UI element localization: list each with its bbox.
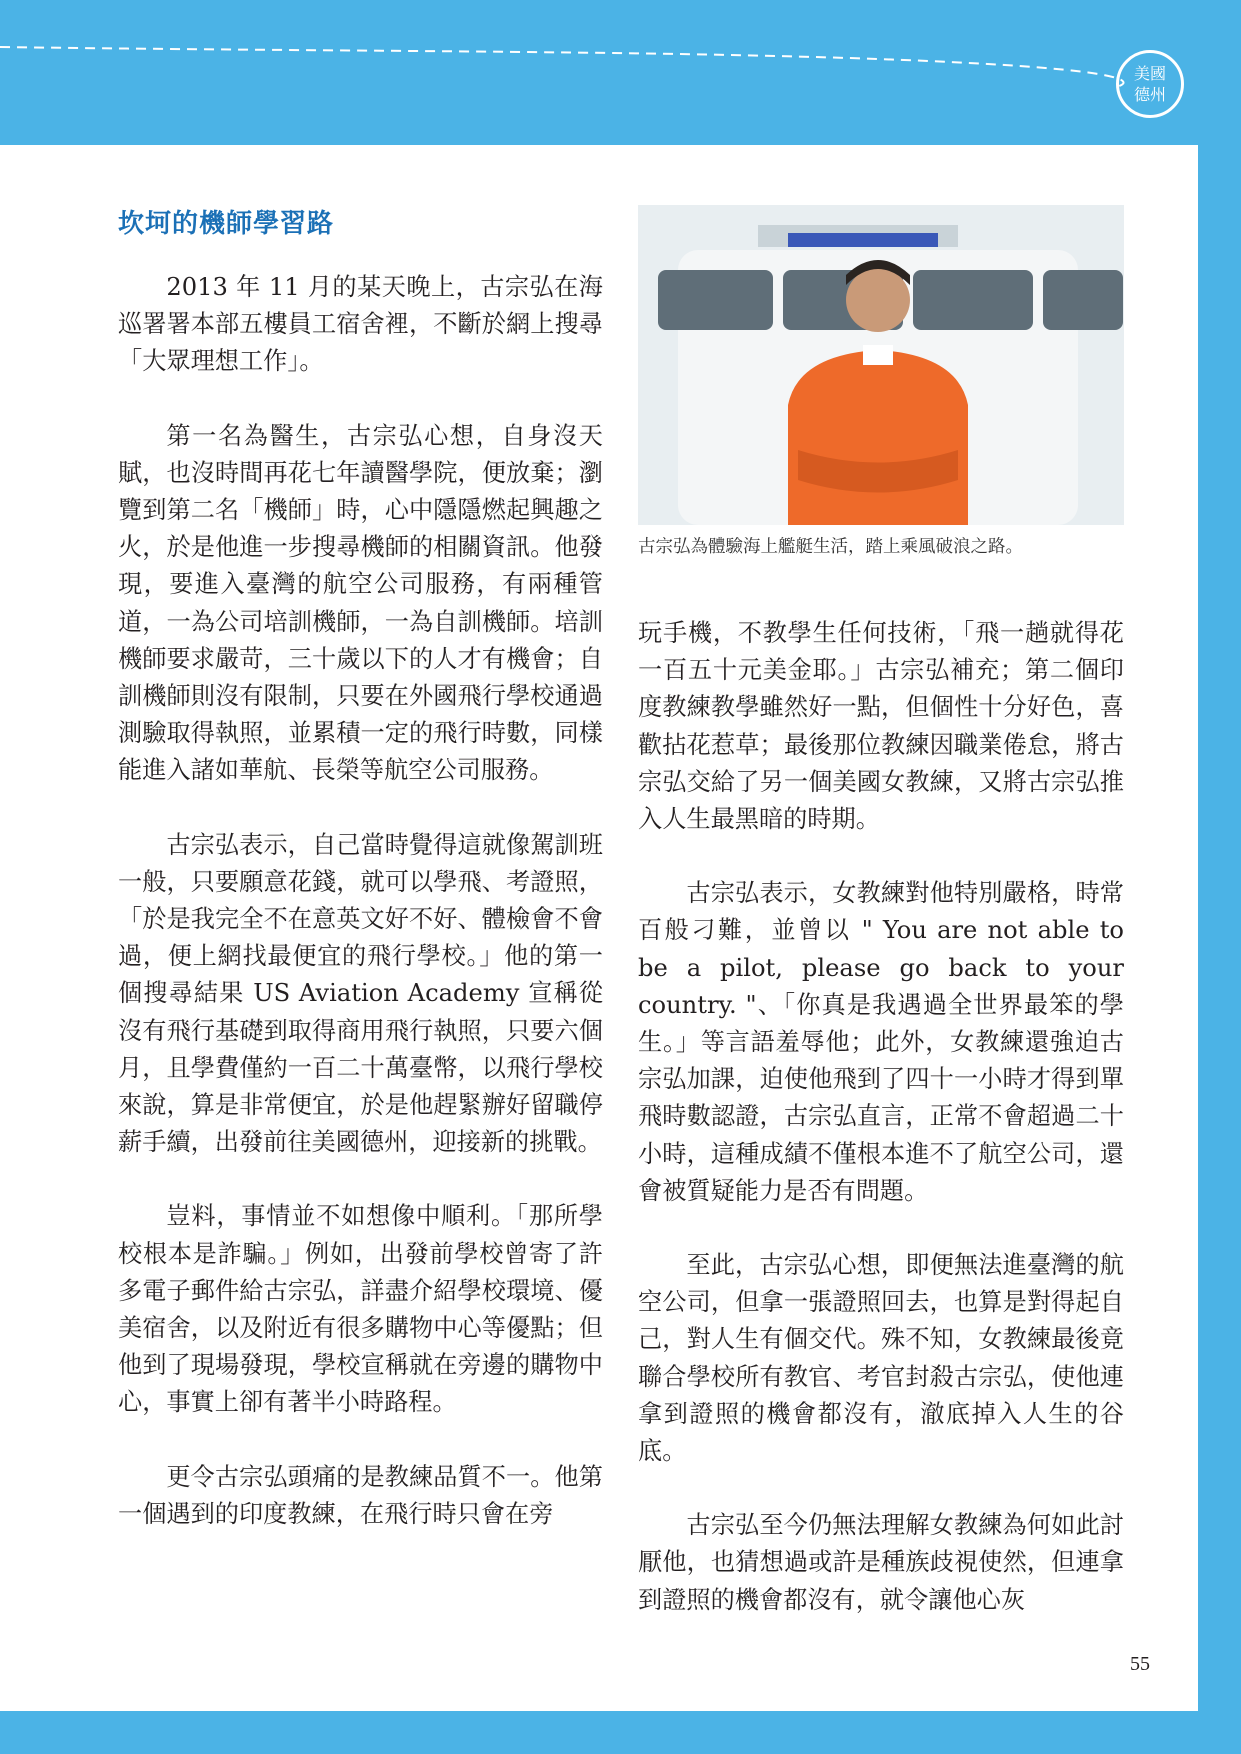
paragraph: 古宗弘至今仍無法理解女教練為何如此討厭他，也猜想過或許是種族歧視使然，但連拿到證照的機會都沒有，就令讓他心灰 bbox=[638, 1511, 1124, 1614]
region-badge bbox=[1116, 50, 1184, 118]
article-title: 坎坷的機師學習路 bbox=[118, 209, 335, 239]
header-band bbox=[0, 0, 1241, 145]
paragraph: 至此，古宗弘心想，即便無法進臺灣的航空公司，但拿一張證照回去，也算是對得起自己，對人生有個交代。殊不知，女教練最後竟聯合學校所有教官、考官封殺古宗弘，使他連拿到證照的機會都沒有，澈底掉入人生的谷底。 bbox=[638, 1251, 1124, 1466]
article-page bbox=[0, 145, 1198, 1711]
paragraph: 第一名為醫生，古宗弘心想，自身沒天賦，也沒時間再花七年讀醫學院，便放棄；瀏覽到第二名「機師」時，心中隱隱燃起興趣之火，於是他進一步搜尋機師的相關資訊。他發現，要進入臺灣的航空公司服務，有兩種管道，一為公司培訓機師，一為自訓機師。培訓機師要求嚴苛，三十歲以下的人才有機會；自訓機師則沒有限制，只要在外國飛行學校通過測驗取得執照，並累積一定的飛行時數，同樣能進入諸如華航、長榮等航空公司服務。 bbox=[118, 421, 603, 785]
article-photo bbox=[638, 205, 1124, 525]
coast-guard-photo bbox=[638, 205, 1124, 525]
paragraph: 2013 年 11 月的某天晚上，古宗弘在海巡署署本部五樓員工宿舍裡，不斷於網上搜尋「大眾理想工作」。 bbox=[118, 273, 603, 376]
region-label-line1: 美國 bbox=[1133, 64, 1166, 83]
photo-caption: 古宗弘為體驗海上艦艇生活，踏上乘風破浪之路。 bbox=[638, 537, 1023, 557]
region-label-line2: 德州 bbox=[1133, 85, 1166, 104]
page-number: 55 bbox=[1130, 1653, 1150, 1675]
right-column bbox=[638, 615, 1124, 1656]
paragraph: 更令古宗弘頭痛的是教練品質不一。他第一個遇到的印度教練，在飛行時只會在旁 bbox=[118, 1462, 603, 1528]
left-column bbox=[118, 269, 603, 1570]
paragraph: 豈料，事情並不如想像中順利。「那所學校根本是詐騙。」例如，出發前學校曾寄了許多電子郵件給古宗弘，詳盡介紹學校環境、優美宿舍，以及附近有很多購物中心等優點；但他到了現場發現，學校宣稱就在旁邊的購物中心，事實上卻有著半小時路程。 bbox=[118, 1202, 603, 1417]
paragraph: 古宗弘表示，自己當時覺得這就像駕訓班一般，只要願意花錢，就可以學飛、考證照，「於是我完全不在意英文好不好、體檢會不會過，便上網找最便宜的飛行學校。」他的第一個搜尋結果 US Aviation Academy 宣稱從沒有飛行基礎到取得商用飛行執照，只要六個月，且學費僅約一百二十萬臺幣，以飛行學校來說，算是非常便宜，於是他趕緊辦好留職停薪手續，出發前往美國德州，迎接新的挑戰。 bbox=[118, 830, 603, 1157]
paragraph: 玩手機，不教學生任何技術，「飛一趟就得花一百五十元美金耶。」古宗弘補充；第二個印度教練教學雖然好一點，但個性十分好色，喜歡拈花惹草；最後那位教練因職業倦怠，將古宗弘交給了另一個美國女教練，又將古宗弘推入人生最黑暗的時期。 bbox=[638, 619, 1124, 834]
decorative-dashed-curve bbox=[0, 0, 1241, 145]
paragraph: 古宗弘表示，女教練對他特別嚴格，時常百般刁難，並曾以 " You are not able to be a pilot, please go back to your country. "、「你真是我遇過全世界最笨的學生。」等言語羞辱他；此外，女教練還強迫古宗弘加課，迫使他飛到了四十一小時才得到單飛時數認證，古宗弘直言，正常不會超過二十小時，這種成績不僅根本進不了航空公司，還會被質疑能力是否有問題。 bbox=[638, 879, 1124, 1205]
